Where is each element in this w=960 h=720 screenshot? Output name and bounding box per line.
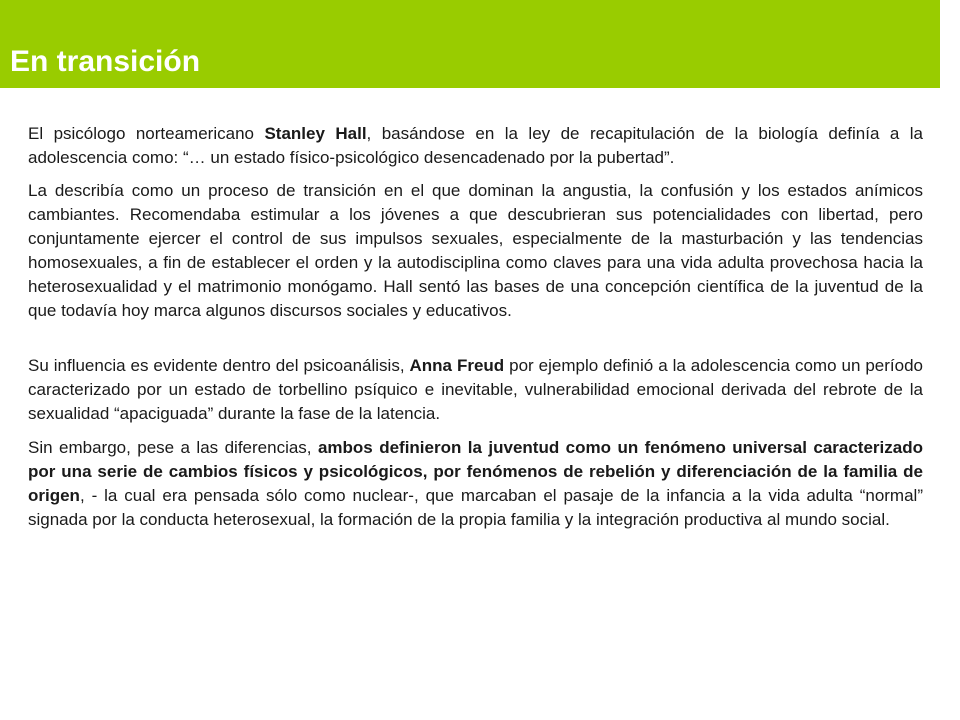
slide-content	[28, 122, 923, 532]
paragraph-1-text-b: , basándose en la ley de recapitulación de la biología definía a la adolescencia como: “… un estado físico-psicológico desencadenado por la pubertad”.	[28, 124, 924, 167]
paragraph-3-text-b: por ejemplo definió a la adolescencia como un período caracterizado por un estado de torbellino psíquico e inevitable, vulnerabilidad emocional derivada del rebrote de la sexualidad “apaciguada” durante la fase de la latencia.	[28, 356, 924, 423]
slide-title: En transición	[10, 45, 201, 78]
paragraph-1-bold-name: Stanley Hall	[264, 124, 367, 143]
paragraph-4-text-b: , - la cual era pensada sólo como nuclear-, que marcaban el pasaje de la infancia a la vida adulta “normal” signada por la conducta heterosexual, la formación de la propia familia y la integración productiva al mundo social.	[28, 486, 923, 529]
paragraph-3	[28, 354, 923, 426]
paragraph-1	[28, 122, 923, 170]
paragraph-4-text-a: Sin embargo, pese a las diferencias,	[28, 438, 318, 457]
paragraph-2: La describía como un proceso de transición en el que dominan la angustia, la confusión y los estados anímicos cambiantes. Recomendaba estimular a los jóvenes a que descubrieran sus potencialidades con libertad, pero conjuntamente ejercer el control de sus impulsos sexuales, especialmente de la masturbación y las tendencias homosexuales, a fin de establecer el orden y la autodisciplina como claves para una vida adulta provechosa hacia la heterosexualidad y el matrimonio monógamo. Hall sentó las bases de una concepción científica de la juventud de la que todavía hoy marca algunos discursos sociales y educativos.	[28, 181, 923, 320]
paragraph-3-bold-name: Anna Freud	[409, 356, 505, 375]
paragraph-4-bold-statement: ambos definieron la juventud como un fenómeno universal caracterizado por una serie de cambios físicos y psicológicos, por fenómenos de rebelión y diferenciación de la familia de origen	[28, 438, 923, 505]
paragraph-4	[28, 436, 923, 532]
paragraph-1-text-a: El psicólogo norteamericano	[28, 124, 265, 143]
paragraph-3-text-a: Su influencia es evidente dentro del psicoanálisis,	[28, 356, 410, 375]
